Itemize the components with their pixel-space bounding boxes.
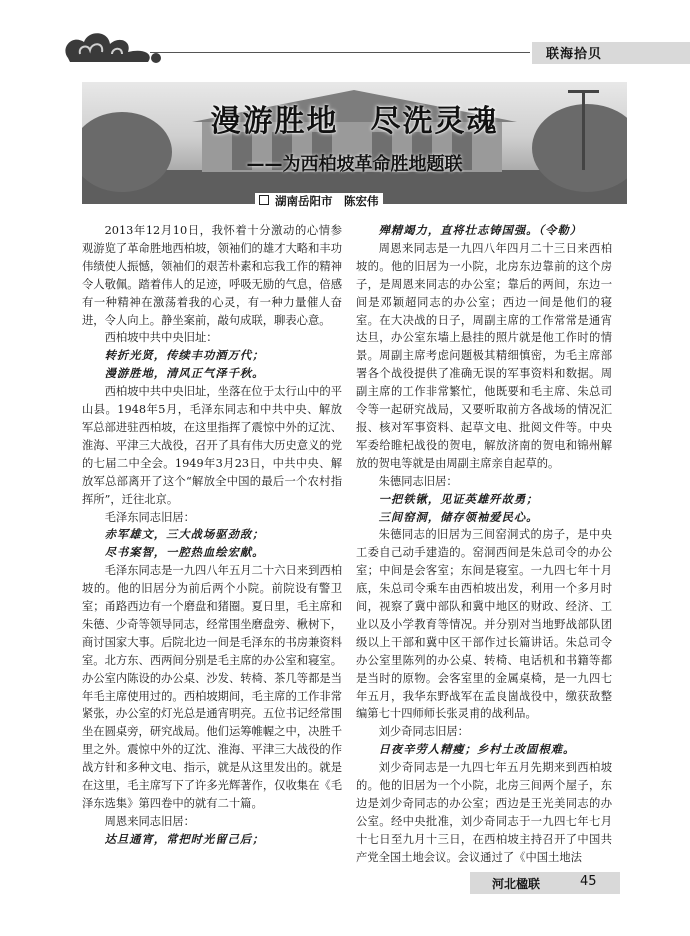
page-header	[0, 0, 690, 80]
page-number: 45	[580, 874, 597, 889]
left-column	[82, 222, 342, 849]
section-heading: 毛泽东同志旧居：	[104, 510, 195, 524]
byline	[255, 193, 383, 209]
section-tag	[532, 42, 690, 64]
couplet-line: 漫游胜地，清风正气泽千秋。	[104, 366, 265, 381]
section-heading: 刘少奇同志旧居：	[378, 725, 469, 739]
section-heading: 西柏坡中共中央旧址：	[104, 331, 218, 345]
couplet-line: 殚精竭力，直将壮志铸国强。（令勒）	[378, 223, 582, 237]
magazine-name: 河北楹联	[492, 877, 541, 891]
paragraph: 周恩来同志是一九四八年四月二十三日来西柏坡的。他的旧居为一小院，北房东边靠前的这个房子，是周恩来同志的办公室；靠后的两间，东边一间是邓颖超同志的办公室；西边一间是他们的寝室。在大决战的日子，周副主席的工作常常是通宵达旦，办公室东墙上悬挂的照片就是他工作时的情景。周副主席考虑问题极其精细慎密，为毛主席部署各个战役提供了准确无误的军事资料和数据。周副主席的工作非常繁忙，他既要和毛主席、朱总司令等一起研究战局，又要听取前方各战场的情况汇报、核对军事资料、起草文电、批阅文件等。中央军委给睢杞战役的贺电，解放济南的贺电和锦州解放的贺电等就是由周副主席亲自起草的。	[356, 241, 612, 470]
couplet-line: 达旦通宵，常把时光留己后；	[104, 831, 265, 846]
section-tag-label: 联海拾贝	[546, 47, 603, 62]
paragraph: 朱德同志的旧居为三间窑洞式的房子，是中央工委自己动手建造的。窑洞西间是朱总司令的办公室；中间是会客室；东间是寝室。一九四七年十月底，朱总司令乘车由西柏坡出发，利用一个多月时间，视察了冀中部队和冀中地区的财政、经济、工业以及小学教育等情况。并分别对当地野战部队团级以上干部和冀中区干部作过长篇讲话。朱总司令办公室里陈列的办公桌、转椅、电话机和书籍等都是当时的原物。会客室里的金属桌椅，是一九四七年五月，我华东野战军在孟良崮战役中，缴获敌整编第七十四师师长张灵甫的战利品。	[356, 528, 612, 721]
couplet-line: 转折光贤，传续丰功酒万代；	[104, 348, 265, 363]
title-banner	[82, 82, 627, 204]
paragraph: 毛泽东同志是一九四八年五月二十六日来到西柏坡的。他的旧居分为前后两个小院。前院设有警卫室；甬路西边有一个磨盘和猪圈。夏日里，毛主席和朱德、少奇等领导同志，经常围坐磨盘旁、楸树下，商讨国家大事。后院北边一间是毛泽东的书房兼资料室。北方东、西两间分别是毛主席的办公室和寝室。办公室内陈设的办公桌、沙发、转椅、茶几等都是当年毛主席使用过的。西柏坡期间，毛主席的工作非常紧张，办公室的灯光总是通宵明亮。五位书记经常围坐在圆桌旁，研究战局。他们运筹帷幄之中，决胜千里之外。震惊中外的辽沈、淮海、平津三大战役的作战方针和多种文电、指示，就是从这里发出的。就是在这里，毛主席写下了许多光辉著作，仅收集在《毛泽东选集》第四卷中的就有二十篇。	[82, 564, 342, 810]
right-column	[356, 222, 612, 867]
couplet-line: 日夜辛劳人精瘦；乡村土改固根难。	[378, 742, 576, 757]
couplet-line: 尽书案智，一腔热血绘宏献。	[104, 545, 265, 560]
couplet-line: 一把铁锹，见证英雄歼故勇；	[378, 491, 539, 506]
couplet-line: 三间窑洞，储存领袖爱民心。	[378, 509, 539, 524]
square-bullet-icon	[259, 195, 269, 205]
section-heading: 周恩来同志旧居：	[104, 814, 195, 828]
page-footer	[470, 872, 620, 894]
article-subtitle: ——为西柏坡革命胜地题联	[246, 154, 463, 175]
author-line: 湖南岳阳市 陈宏伟	[275, 194, 379, 208]
paragraph: 刘少奇同志是一九四七年五月先期来到西柏坡的。他的旧居为一个小院，北房三间两个屋子，东边是刘少奇同志的办公室；西边是王光美同志的办公室。经中央批准，刘少奇同志于一九四七年七月十七日至九月十三日，在西柏坡主持召开了中国共产党全国土地会议。会议通过了《中国土地法	[356, 761, 612, 864]
section-heading: 朱德同志旧居：	[378, 474, 458, 488]
cloud-ornament-icon	[58, 28, 178, 68]
header-rule	[150, 52, 530, 53]
couplet-line: 赤军雄文，三大战场驱劲敌；	[104, 527, 265, 542]
paragraph: 2013年12月10日，我怀着十分激动的心情参观游览了革命胜地西柏坡，领袖们的雄才大略和丰功伟绩使人振憾，领袖们的艰苦朴素和忘我工作的精神令人敬佩。踏着伟人的足迹，呼吸无励的气息，倍感有一种精神在激荡着我的心灵，有一种力量催人奋进，令人向上。静坐案前，敲句成联，聊表心意。	[82, 224, 342, 327]
article-title: 漫游胜地 尽洗灵魂	[210, 104, 499, 139]
paragraph: 西柏坡中共中央旧址，坐落在位于太行山中的平山县。1948年5月，毛泽东同志和中共中央、解放军总部进驻西柏坡，在这里指挥了震惊中外的辽沈、淮海、平津三大战役，召开了具有伟大历史意义的党的七届二中全会。1949年3月23日，中共中央、解放军总部离开了这个“解放全中国的最后一个农村指挥所”，迁往北京。	[82, 385, 342, 506]
